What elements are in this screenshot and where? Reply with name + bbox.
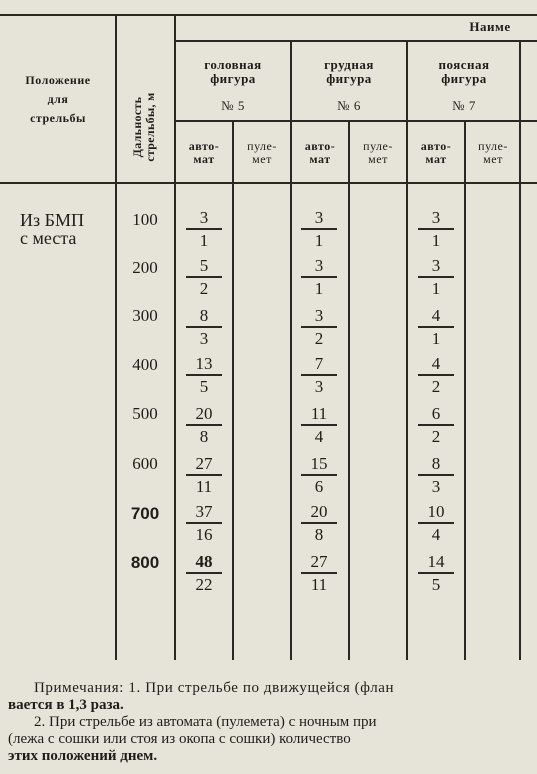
numerator: 27 [195,454,213,473]
denominator: 1 [199,230,209,250]
weapon-line: авто- [188,139,220,153]
col-rule-fig6 [290,40,292,660]
denominator: 2 [431,376,441,396]
denominator: 5 [199,376,209,396]
fraction-bar [418,374,454,376]
numerator: 8 [431,454,441,473]
figure-name-line: фигура [326,71,372,86]
weapon-line: авто- [420,139,452,153]
numerator: 10 [427,502,445,521]
figure-name-line: головная [204,57,262,72]
numerator: 14 [427,552,445,571]
fig7-fraction [416,404,456,446]
fig7-fraction [416,306,456,348]
fig5-fraction [184,208,224,250]
denominator: 1 [431,230,441,250]
fraction-bar [301,228,337,230]
note-line-1: Примечания: 1. При стрельбе по движущейся (флан [34,680,395,696]
figure-7-number: № 7 [452,98,476,113]
numerator: 3 [314,306,324,325]
fig5-fraction [184,256,224,298]
denominator: 5 [431,574,441,594]
weapon-line: пуле- [478,139,508,153]
denominator: 2 [314,328,324,348]
distance-header [131,67,161,187]
fig6-fraction [299,502,339,544]
col-rule-fig6-b [348,120,350,660]
weapon-line: мат [309,152,331,166]
numerator: 13 [195,354,213,373]
weapon-line: мет [483,152,503,166]
target-title: Наиме [469,19,511,34]
denominator: 1 [431,328,441,348]
header-rule-2 [175,120,537,122]
fig6-fraction [299,454,339,496]
col-rule-position [115,14,117,660]
fig7-fraction [416,552,456,594]
figure-name-line: фигура [210,71,256,86]
denominator: 22 [195,574,213,594]
denominator: 6 [314,476,324,496]
distance-cell: 400 [132,355,158,374]
weapon-a-fig7 [408,140,464,166]
weapon-b-fig5 [234,140,290,166]
fraction-bar [186,374,222,376]
denominator: 11 [310,574,328,594]
fig6-fraction [299,256,339,298]
numerator: 3 [314,208,324,227]
fraction-bar [301,326,337,328]
fraction-bar [186,424,222,426]
col-rule-fig7 [406,40,408,660]
fraction-bar [186,276,222,278]
fraction-bar [301,424,337,426]
figure-6-number: № 6 [337,98,361,113]
distance-cell: 100 [132,210,158,229]
distance-header-line: стрельбы, м [143,92,157,162]
fig7-fraction [416,354,456,396]
numerator: 48 [195,552,213,571]
fraction-bar [418,276,454,278]
denominator: 8 [199,426,209,446]
fraction-bar [301,374,337,376]
position-header [4,74,112,125]
fraction-bar [186,326,222,328]
fig5-fraction [184,454,224,496]
position-header-line: для [47,92,69,106]
figure-5-name [176,58,290,86]
position-header-line: Положение [25,73,91,87]
figure-6-name [292,58,406,86]
fraction-bar [418,424,454,426]
fraction-bar [301,276,337,278]
distance-cell: 500 [132,404,158,423]
figure-name-line: грудная [324,57,374,72]
fraction-bar [186,474,222,476]
fig5-fraction [184,502,224,544]
figure-5-number: № 5 [221,98,245,113]
denominator: 2 [199,278,209,298]
denominator: 4 [314,426,324,446]
numerator: 3 [431,208,441,227]
denominator: 8 [314,524,324,544]
fraction-bar [418,228,454,230]
weapon-line: мат [425,152,447,166]
header-bottom-rule [0,182,537,184]
denominator: 3 [431,476,441,496]
numerator: 3 [314,256,324,275]
numerator: 15 [310,454,328,473]
denominator: 1 [314,278,324,298]
fraction-bar [418,474,454,476]
fraction-bar [186,572,222,574]
weapon-b-fig6 [350,140,406,166]
fig6-fraction [299,552,339,594]
fig7-fraction [416,256,456,298]
fraction-bar [186,228,222,230]
numerator: 4 [431,354,441,373]
figure-7-name [408,58,520,86]
col-rule-right [519,40,521,660]
distance-cell: 300 [132,306,158,325]
col-rule-fig7-b [464,120,466,660]
denominator: 1 [314,230,324,250]
position-value [20,211,84,247]
numerator: 3 [431,256,441,275]
note-line-5: этих положений днем. [8,748,158,764]
fraction-bar [418,572,454,574]
fig6-fraction [299,208,339,250]
weapon-a-fig5 [176,140,232,166]
fig6-fraction [299,404,339,446]
fig7-fraction [416,208,456,250]
figure-name-line: поясная [438,57,490,72]
note-line-3: 2. При стрельбе из автомата (пулемета) с ночным при [34,714,377,730]
weapon-line: пуле- [363,139,393,153]
distance-cell: 700 [130,504,160,523]
position-header-line: стрельбы [30,111,86,125]
denominator: 11 [195,476,213,496]
fraction-bar [301,522,337,524]
weapon-line: мат [193,152,215,166]
numerator: 4 [431,306,441,325]
fraction-bar [418,522,454,524]
fig5-fraction [184,306,224,348]
fig5-fraction [184,404,224,446]
numerator: 7 [314,354,324,373]
denominator: 3 [199,328,209,348]
fig7-fraction [416,454,456,496]
weapon-a-fig6 [292,140,348,166]
col-rule-fig5-b [232,120,234,660]
note-line-4: (лежа с сошки или стоя из окопа с сошки) количество [8,731,351,747]
weapon-line: пуле- [247,139,277,153]
position-line: Из БМП [20,210,84,230]
fig5-fraction [184,552,224,594]
distance-header-line: Дальность [130,96,144,158]
denominator: 2 [431,426,441,446]
fraction-bar [186,522,222,524]
fraction-bar [418,326,454,328]
weapon-line: авто- [304,139,336,153]
fig7-fraction [416,502,456,544]
numerator: 20 [310,502,328,521]
distance-cell: 200 [132,258,158,277]
numerator: 20 [195,404,213,423]
numerator: 11 [310,404,328,423]
weapon-b-fig7 [466,140,520,166]
fraction-bar [301,474,337,476]
note-line-2: вается в 1,3 раза. [8,697,124,713]
fig6-fraction [299,306,339,348]
denominator: 16 [195,524,213,544]
numerator: 8 [199,306,209,325]
fig5-fraction [184,354,224,396]
position-line: с места [20,228,77,248]
fig6-fraction [299,354,339,396]
numerator: 27 [310,552,328,571]
weapon-line: мет [368,152,388,166]
numerator: 37 [195,502,213,521]
weapon-line: мет [252,152,272,166]
top-rule [0,14,537,16]
numerator: 6 [431,404,441,423]
numerator: 5 [199,256,209,275]
header-rule-1 [175,40,537,42]
denominator: 1 [431,278,441,298]
denominator: 3 [314,376,324,396]
figure-name-line: фигура [441,71,487,86]
fraction-bar [301,572,337,574]
distance-cell: 800 [130,553,160,572]
denominator: 4 [431,524,441,544]
numerator: 3 [199,208,209,227]
distance-cell: 600 [132,454,158,473]
